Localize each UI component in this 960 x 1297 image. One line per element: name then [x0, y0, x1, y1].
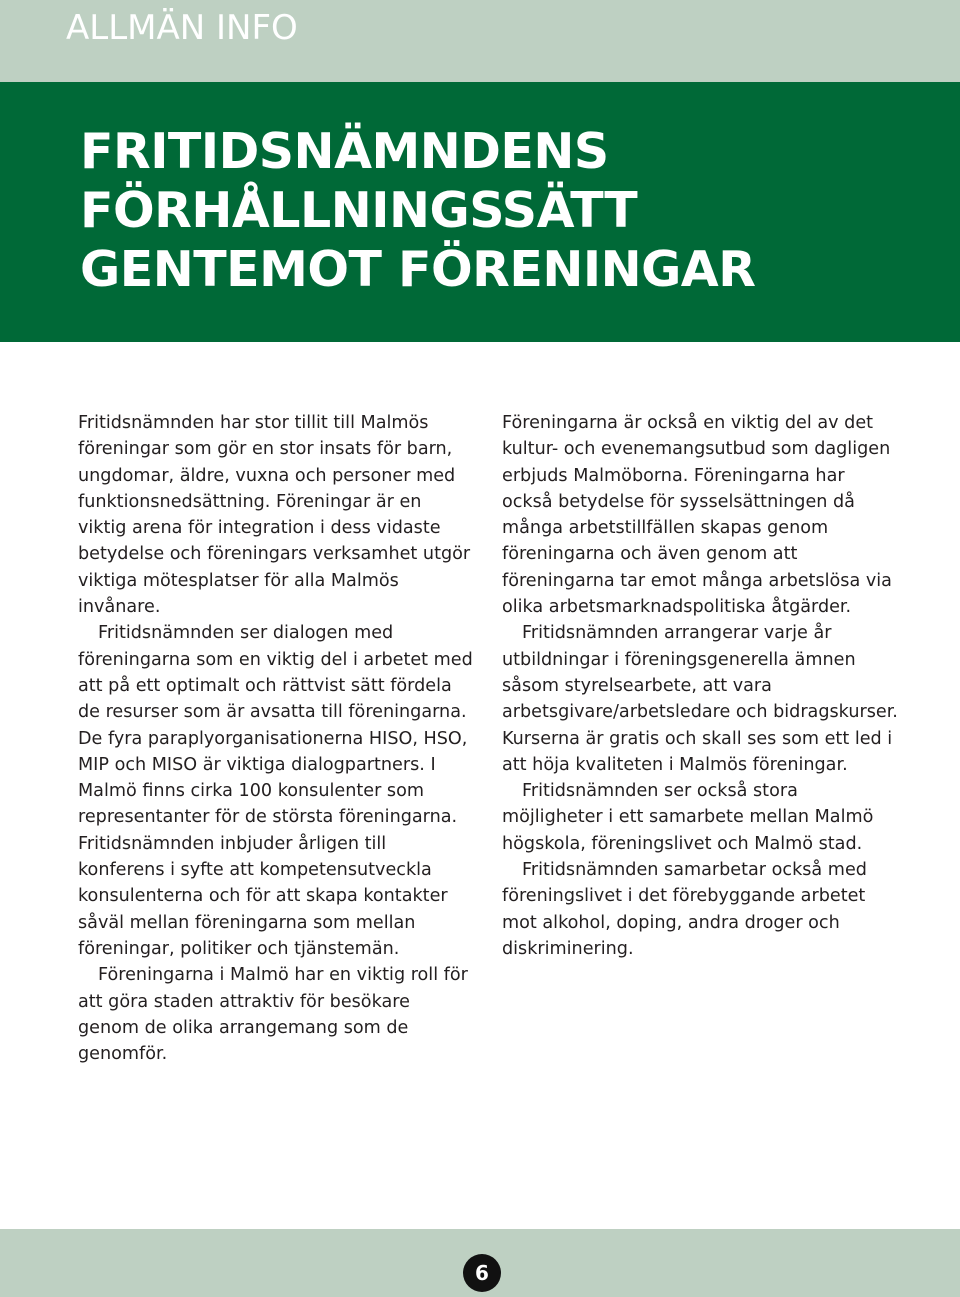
page-number-badge: 6	[463, 1254, 501, 1292]
body-paragraph: Föreningarna i Malmö har en viktig roll för att göra staden attraktiv för besökare genom de olika arrangemang som de genomför.	[78, 965, 468, 1065]
body-column-left	[78, 410, 474, 1067]
page-title-line: FRITIDSNÄMNDENS	[80, 123, 609, 180]
section-label: ALLMÄN INFO	[66, 8, 298, 48]
body-column-right	[502, 410, 898, 962]
page-title-line: FÖRHÅLLNINGSSÄTT	[80, 182, 638, 239]
body-paragraph: Föreningarna är också en viktig del av det kultur- och evenemangsutbud som dagligen erbjuds Malmöborna. Föreningarna har också betydelse för sysselsättningen då många arbetstillfällen skapas genom föreningarna och även genom att föreningarna tar emot många arbetslösa via olika arbetsmarknadspolitiska åtgärder.	[502, 413, 892, 618]
body-paragraph: Fritidsnämnden har stor tillit till Malmös föreningar som gör en stor insats för barn, ungdomar, äldre, vuxna och personer med funktionsnedsättning. Föreningar är en viktig arena för integration i dess vidaste betydelse och föreningars verksamhet utgör viktiga mötesplatser för alla Malmös invånare.	[78, 413, 471, 618]
body-paragraph: Fritidsnämnden ser också stora möjligheter i ett samarbete mellan Malmö högskola, föreningslivet och Malmö stad.	[502, 781, 874, 854]
body-paragraph: Fritidsnämnden samarbetar också med föreningslivet i det förebyggande arbetet mot alkohol, doping, andra droger och diskriminering.	[502, 860, 867, 959]
section-header-band	[0, 0, 960, 82]
body-paragraph: Fritidsnämnden arrangerar varje år utbildningar i föreningsgenerella ämnen såsom styrelsearbete, att vara arbetsgivare/arbetsledare och bidragskurser. Kurserna är gratis och skall ses som ett led i att höja kvaliteten i Malmös föreningar.	[502, 623, 898, 775]
page-title	[80, 122, 755, 299]
page-title-line: GENTEMOT FÖRENINGAR	[80, 241, 756, 298]
body-paragraph: Fritidsnämnden ser dialogen med föreningarna som en viktig del i arbetet med att på ett optimalt och rättvist sätt fördela de resurser som är avsatta till föreningarna. De fyra paraplyorganisationerna HISO, HSO, MIP och MISO är viktiga dialogpartners. I Malmö finns cirka 100 konsulenter som representanter för de största föreningarna. Fritidsnämnden inbjuder årligen till konferens i syfte att kompetensutveckla konsulenterna och för att skapa kontakter såväl mellan föreningarna som mellan föreningar, politiker och tjänstemän.	[78, 623, 473, 959]
